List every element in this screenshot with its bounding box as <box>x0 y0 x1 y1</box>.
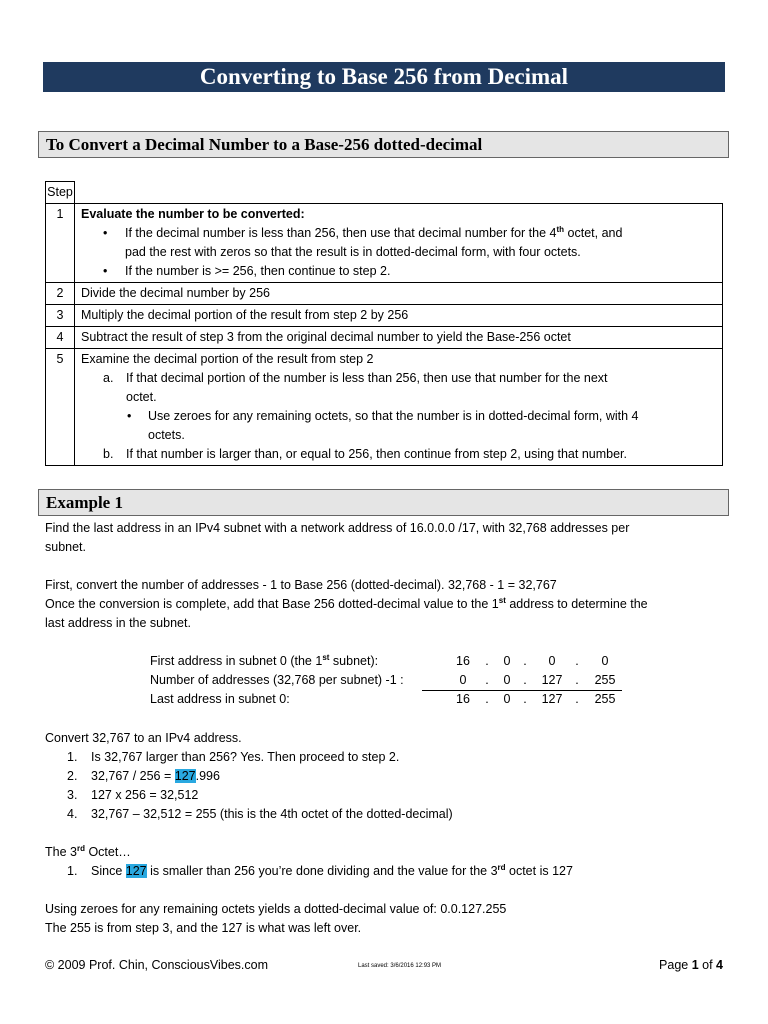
step-row <box>46 204 723 283</box>
list-item: 2. 32,767 / 256 = 127.996 <box>67 769 220 783</box>
step-number: 4 <box>46 327 75 349</box>
step-row <box>46 327 723 349</box>
highlight: 127 <box>125 864 147 878</box>
step-number: 3 <box>46 305 75 327</box>
step-sub-a: a. If that decimal portion of the number is less than 256, then use that number for the next octet. <box>103 371 608 404</box>
step-row <box>46 305 723 327</box>
step-content: Divide the decimal number by 256 <box>75 283 723 305</box>
step-number: 1 <box>46 204 75 283</box>
bullet-icon: • <box>103 226 108 240</box>
section-heading-convert: To Convert a Decimal Number to a Base-256 dotted-decimal <box>38 131 729 158</box>
step-bullet: • If the number is >= 256, then continue to step 2. <box>81 262 716 281</box>
example-intro: Find the last address in an IPv4 subnet with a network address of 16.0.0.0 /17, with 32,768 addresses per subnet. <box>45 521 630 554</box>
step-content: Subtract the result of step 3 from the original decimal number to yield the Base-256 octet <box>75 327 723 349</box>
convert-section: Convert 32,767 to an IPv4 address. 1. Is 32,767 larger than 256? Yes. Then proceed to step 2. 2. 32,767 / 256 = 127.996 3. 127 x 256 = 32,512 4. 32,767 – 32,512 = 255 (this is the 4th octet of the dotted-decimal) <box>45 729 735 824</box>
list-item: 1. Since 127 is smaller than 256 you’re done dividing and the value for the 3rd octet is 127 <box>67 862 573 878</box>
step-heading: Evaluate the number to be converted: <box>81 207 305 221</box>
steps-header-row <box>46 182 723 204</box>
address-label: Last address in subnet 0: <box>150 692 290 706</box>
result-text: Using zeroes for any remaining octets yields a dotted-decimal value of: 0.0.127.255 The 255 is from step 3, and the 127 is what was left over. <box>45 902 507 935</box>
step-row <box>46 283 723 305</box>
address-label: Number of addresses (32,768 per subnet) -1 : <box>150 673 404 687</box>
list-item: 1. Is 32,767 larger than 256? Yes. Then proceed to step 2. <box>67 750 400 764</box>
address-row: Number of addresses (32,768 per subnet) -1 : 0 . 0 . 127 . 255 <box>150 671 630 690</box>
step-row <box>46 349 723 466</box>
step-content <box>75 204 723 283</box>
copyright: © 2009 Prof. Chin, ConsciousVibes.com <box>45 958 268 972</box>
step-header-cell: Step <box>46 182 75 204</box>
example-heading: Example 1 <box>38 489 729 516</box>
address-table <box>150 652 630 709</box>
bullet-icon: • <box>103 264 108 278</box>
step-content: Examine the decimal portion of the result from step 2 a. If that decimal portion of the number is less than 256, then use that number for the next octet. • Use zeroes for any remaining octets, so that the number is in dotted-decimal form, with 4 octets. b. If that number is larger than, or equal to 256, then continue from step 2, using that number. <box>75 349 723 466</box>
address-row: Last address in subnet 0: 16 . 0 . 127 . 255 <box>150 690 630 709</box>
step-number: 5 <box>46 349 75 466</box>
address-label: First address in subnet 0 (the 1st subnet): <box>150 652 379 668</box>
address-row: First address in subnet 0 (the 1st subnet): 16 . 0 . 0 . 0 <box>150 652 630 671</box>
step-content: Multiply the decimal portion of the result from step 2 by 256 <box>75 305 723 327</box>
last-saved: Last saved: 3/6/2016 12:93 PM <box>358 963 442 969</box>
example-first: First, convert the number of addresses - 1 to Base 256 (dotted-decimal). 32,768 - 1 = 32,767 Once the conversion is complete, add that Base 256 dotted-decimal value to the 1st address to determine the last address in the subnet. <box>45 578 648 630</box>
page-number: Page 1 of 4 <box>659 958 723 972</box>
page-footer <box>45 958 723 978</box>
step-number: 2 <box>46 283 75 305</box>
step-sub-bullet: • Use zeroes for any remaining octets, so that the number is in dotted-decimal form, with 4 octets. <box>127 409 639 442</box>
convert-steps-list <box>45 748 735 824</box>
highlight: 127 <box>174 769 196 783</box>
bullet-icon: • <box>127 409 132 423</box>
sum-rule <box>422 690 622 691</box>
third-octet-section: The 3rd Octet… 1. Since 127 is smaller than 256 you’re done dividing and the value for the 3rd octet is 127 <box>45 843 735 881</box>
page-title: Converting to Base 256 from Decimal <box>43 62 725 92</box>
steps-table <box>45 181 723 466</box>
list-item: 3. 127 x 256 = 32,512 <box>67 788 199 802</box>
step-sub-b: b. If that number is larger than, or equal to 256, then continue from step 2, using that number. <box>103 447 627 461</box>
step-bullet: • If the decimal number is less than 256, then use that decimal number for the 4th octet, and pad the rest with zeros so that the result is in dotted-decimal form, with four octets. <box>103 224 623 259</box>
list-item: 4. 32,767 – 32,512 = 255 (this is the 4th octet of the dotted-decimal) <box>67 807 453 821</box>
